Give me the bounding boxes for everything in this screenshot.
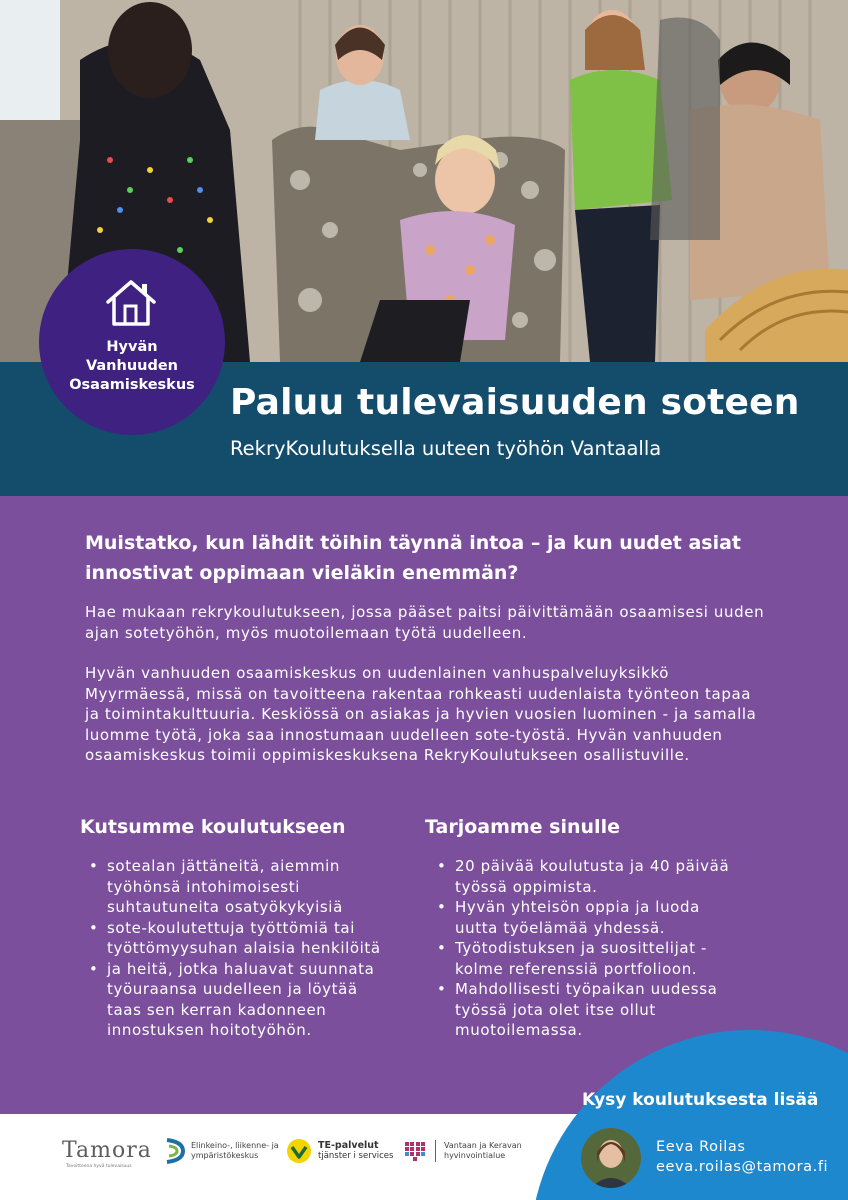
list-item: • Mahdollisesti työpaikan uudessa työssä jota olet itse ollut muotoilemassa. bbox=[437, 979, 747, 1041]
intro-paragraph-2: Hyvän vanhuuden osaamiskeskus on uudenlainen vanhuspalveluyksikkö Myyrmäessä, missä on tavoitteena rakentaa rohkeasti uudenlaista työnteon tapaa ja toimintakulttuuria. Keskiössä on asiakas ja hyvien vuosien luominen - ja samalla luomme työtä, joka saa innostumaan uudelleen sote-työstä. Hyvän vanhuuden osaamiskeskus toimii oppimiskeskuksena RekryKoulutukseen osallistuville. bbox=[85, 664, 757, 764]
ely-logo bbox=[163, 1138, 279, 1164]
lead-question: Muistatko, kun lähdit töihin täynnä intoa – ja kun uudet asiat innostivat oppimaan vieläkin enemmän? bbox=[85, 532, 742, 584]
offer-heading: Tarjoamme sinulle bbox=[425, 816, 620, 838]
contact-email-link[interactable]: eeva.roilas@tamora.fi bbox=[656, 1159, 829, 1175]
list-item: • sotealan jättäneitä, aiemmin työhönsä intohimoisesti suhtautuneita osatyökykyisiä bbox=[89, 856, 389, 918]
logo-divider bbox=[435, 1140, 436, 1162]
list-item: • sote-koulutettuja työttömiä tai työttömyysuhan alaisia henkilöitä bbox=[89, 918, 389, 959]
contact-heading: Kysy koulutuksesta lisää bbox=[582, 1090, 819, 1110]
avatar-portrait bbox=[581, 1128, 641, 1188]
te-emblem-icon bbox=[285, 1137, 313, 1165]
avatar bbox=[581, 1128, 641, 1188]
vk-logo-line-2: hyvinvointialue bbox=[444, 1151, 506, 1160]
vantaa-kerava-logo bbox=[403, 1140, 522, 1162]
logo-line-2: Vanhuuden bbox=[85, 358, 179, 374]
te-logo bbox=[285, 1137, 393, 1165]
te-logo-line-1: TE-palvelut bbox=[318, 1140, 379, 1151]
ely-logo-line-2: ympäristökeskus bbox=[191, 1151, 259, 1160]
ely-emblem-icon bbox=[163, 1138, 187, 1164]
list-item: • ja heitä, jotka haluavat suunnata työuraansa uudelleen ja löytää taas sen kerran kadonneen innostuksen hoitotyöhön. bbox=[89, 959, 389, 1041]
invite-list bbox=[89, 856, 389, 1041]
te-logo-line-2: tjänster i services bbox=[318, 1151, 394, 1161]
tamora-logo bbox=[62, 1138, 152, 1169]
ely-logo-line-1: Elinkeino-, liikenne- ja bbox=[191, 1141, 279, 1150]
tamora-logo-tagline: Tavoitteena hyvä tulevaisuus bbox=[66, 1164, 132, 1169]
intro-paragraph-1: Hae mukaan rekrykoulutukseen, jossa pääset paitsi päivittämään osaamisesi uuden ajan sotetyöhön, myös muotoilemaan työtä uudelleen. bbox=[85, 603, 765, 642]
page-title: Paluu tulevaisuuden soteen bbox=[230, 382, 800, 423]
vk-logo-line-1: Vantaan ja Keravan bbox=[444, 1141, 522, 1150]
invite-heading: Kutsumme koulutukseen bbox=[80, 816, 346, 838]
list-item: • 20 päivää koulutusta ja 40 päivää työssä oppimista. bbox=[437, 856, 747, 897]
offer-list bbox=[437, 856, 747, 1041]
logo-line-3: Osaamiskeskus bbox=[69, 377, 195, 393]
page-subtitle: RekryKoulutuksella uuteen työhön Vantaalla bbox=[230, 437, 662, 460]
logo-line-1: Hyvän bbox=[106, 339, 158, 355]
tamora-logo-name: Tamora bbox=[62, 1138, 152, 1163]
list-item: • Hyvän yhteisön oppia ja luoda uutta työelämää yhdessä. bbox=[437, 897, 747, 938]
list-item: • Työtodistuksen ja suosittelijat - kolme referenssiä portfolioon. bbox=[437, 938, 747, 979]
house-icon bbox=[104, 278, 158, 328]
heart-pixel-icon bbox=[403, 1140, 427, 1162]
logo-text bbox=[39, 338, 225, 395]
contact-name: Eeva Roilas bbox=[656, 1139, 746, 1155]
